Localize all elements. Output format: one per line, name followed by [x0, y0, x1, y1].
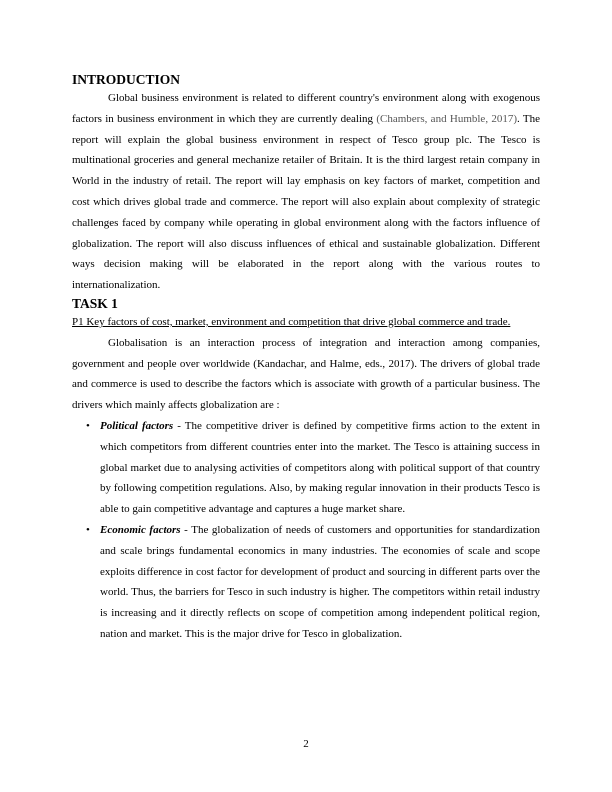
document-page	[72, 72, 540, 645]
drivers-list	[72, 416, 540, 645]
task1-heading: TASK 1	[72, 295, 118, 311]
intro-text-start: Global business environment is related to different country's environment along with exogenous factors in business environment in which they are currently dealing	[72, 92, 540, 125]
driver-term: Political factors	[100, 419, 174, 432]
intro-text-end: . The report will explain the global business environment in respect of Tesco group plc. The Tesco is multinational groceries and general mechanize retailer of Britain. It is the third largest retain company in World in the industry of retail. The report will lay emphasis on key factors of market, competition and cost which drives global trade and commerce. The report will also explain about complexity of strategic challenges faced by company while operating in global environment along with the factors influence of globalization. The report will also discuss influences of ethical and sustainable globalization. Different ways decision making will be elaborated in the report along with the various routes to internationalization.	[72, 112, 541, 292]
driver-text: - The globalization of needs of customers and opportunities for standardization and scale brings fundamental economics in many industries. The economies of scale and scope exploits difference in cost factor for development of product and sourcing in different parts over the world. Thus, the barriers for Tesco in such industry is higher. The competitors within retail industry is increasing and it directly reflects on scope of competition among independent political region, nation and market. This is the major drive for Tesco in globalization.	[100, 523, 540, 640]
intro-citation: (Chambers, and Humble, 2017)	[376, 112, 518, 125]
p1-subheading: P1 Key factors of cost, market, environment and competition that drive global commerce and trade.	[72, 315, 511, 328]
bullet-icon: •	[86, 419, 90, 432]
globalisation-paragraph: Globalisation is an interaction process of integration and interaction among companies, government and people over worldwide (Kandachar, and Halme, eds., 2017). The drivers of global trade and commerce is used to describe the factors which is associate with growth of a particular business. The drivers which mainly affects globalization are :	[72, 336, 540, 412]
introduction-heading: INTRODUCTION	[72, 72, 181, 87]
page-number: 2	[303, 738, 309, 750]
driver-text: - The competitive driver is defined by competitive firms action to the extent in which competitors from different countries enter into the market. The Tesco is attaining success in global market due to analysing activities of competitors along with political support of that country by following competition regulations. Also, by making regular innovation in their products Tesco is able to gain competitive advantage and captures a huge market share.	[100, 419, 540, 516]
driver-term: Economic factors	[100, 523, 181, 536]
list-item-political-factors	[72, 416, 540, 520]
bullet-icon: •	[86, 523, 90, 536]
list-item-economic-factors	[72, 520, 540, 645]
introduction-paragraph	[72, 88, 540, 296]
